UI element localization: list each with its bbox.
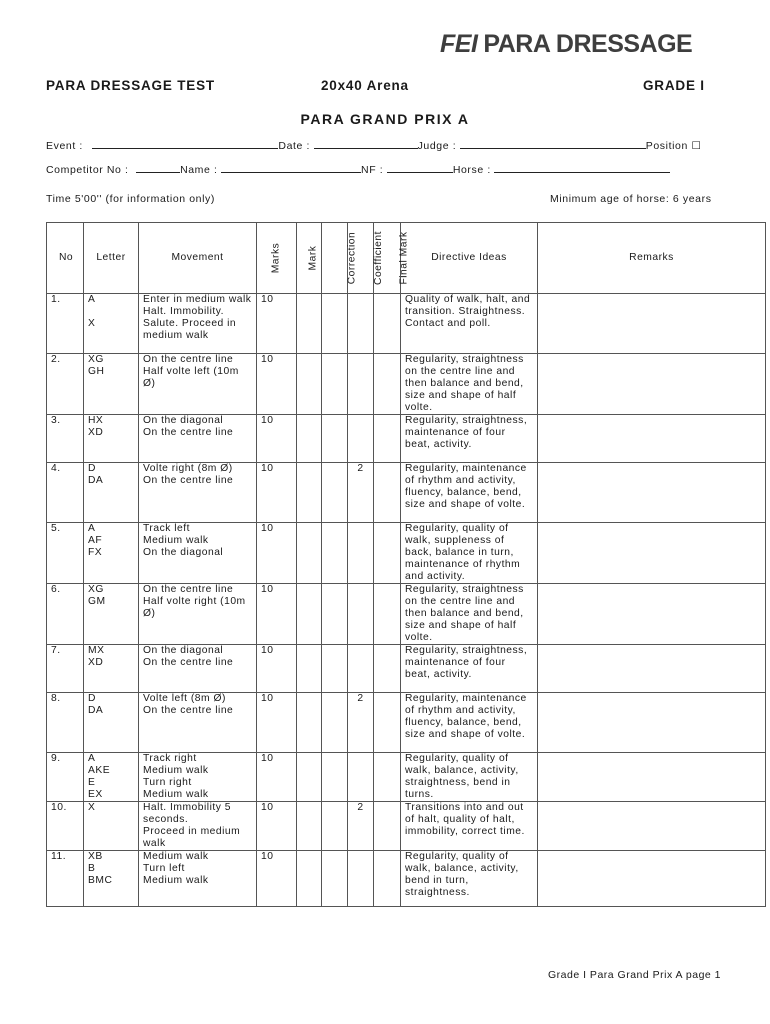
row-correction-input[interactable]	[322, 753, 348, 802]
event-label: Event :	[46, 140, 83, 152]
row-movement	[139, 463, 257, 523]
row-letter-text: XB B BMC	[88, 851, 113, 886]
row-mark-input[interactable]	[297, 584, 322, 645]
row-movement	[139, 415, 257, 463]
row-movement-text: Volte left (8m Ø) On the centre line	[143, 693, 234, 716]
col-no: No	[47, 223, 84, 294]
col-letter: Letter	[84, 223, 139, 294]
row-final-mark-input[interactable]	[374, 584, 401, 645]
row-directive-ideas-text: Quality of walk, halt, and transition. Straightness. Contact and poll.	[405, 294, 531, 329]
row-letter	[84, 753, 139, 802]
row-coefficient-text: 2	[357, 693, 364, 704]
table-row	[47, 645, 766, 693]
row-remarks-input[interactable]	[538, 523, 766, 584]
row-letter	[84, 523, 139, 584]
row-letter-text: HX XD	[88, 415, 104, 438]
row-movement-text: Track right Medium walk Turn right Medium walk	[143, 753, 209, 800]
row-marks	[257, 294, 297, 354]
row-no-text: 6.	[51, 584, 61, 595]
row-no	[47, 584, 84, 645]
row-coefficient	[348, 463, 374, 523]
horse-field[interactable]	[494, 163, 670, 173]
row-remarks-input[interactable]	[538, 463, 766, 523]
row-marks	[257, 693, 297, 753]
row-movement-text: Volte right (8m Ø) On the centre line	[143, 463, 234, 486]
row-letter-text: D DA	[88, 463, 104, 486]
row-no-text: 4.	[51, 463, 61, 474]
row-coefficient	[348, 802, 374, 851]
row-movement-text: On the diagonal On the centre line	[143, 415, 234, 438]
row-directive-ideas-text: Regularity, straightness, maintenance of four beat, activity.	[405, 645, 528, 680]
row-no-text: 2.	[51, 354, 61, 365]
row-directive-ideas	[401, 415, 538, 463]
row-letter-text: XG GH	[88, 354, 105, 377]
row-coefficient	[348, 753, 374, 802]
row-final-mark-input[interactable]	[374, 415, 401, 463]
row-movement	[139, 523, 257, 584]
row-letter-text: A AF FX	[88, 523, 103, 558]
row-no-text: 9.	[51, 753, 61, 764]
row-correction-input[interactable]	[322, 693, 348, 753]
row-directive-ideas	[401, 645, 538, 693]
row-letter	[84, 294, 139, 354]
row-mark-input[interactable]	[297, 354, 322, 415]
row-movement-text: On the centre line Half volte left (10m Ø)	[143, 354, 239, 389]
row-remarks-input[interactable]	[538, 645, 766, 693]
row-movement	[139, 645, 257, 693]
row-letter	[84, 693, 139, 753]
row-mark-input[interactable]	[297, 851, 322, 907]
col-remarks: Remarks	[538, 223, 766, 294]
row-letter	[84, 802, 139, 851]
row-marks-text: 10	[261, 294, 274, 305]
form-line-competitor	[46, 163, 670, 176]
row-marks-text: 10	[261, 693, 274, 704]
table-row	[47, 354, 766, 415]
table-row	[47, 851, 766, 907]
row-no-text: 8.	[51, 693, 61, 704]
table-row	[47, 294, 766, 354]
row-marks	[257, 753, 297, 802]
row-correction-input[interactable]	[322, 354, 348, 415]
row-letter-text: MX XD	[88, 645, 105, 668]
row-no-text: 1.	[51, 294, 61, 305]
row-remarks-input[interactable]	[538, 415, 766, 463]
logo-title: PARA DRESSAGE	[483, 30, 693, 58]
row-no	[47, 802, 84, 851]
row-coefficient	[348, 693, 374, 753]
row-final-mark-input[interactable]	[374, 294, 401, 354]
row-letter-text: XG GM	[88, 584, 106, 607]
col-correction: Correction	[346, 231, 358, 285]
row-remarks-input[interactable]	[538, 354, 766, 415]
row-no	[47, 463, 84, 523]
row-letter-text: X	[88, 802, 96, 813]
row-movement	[139, 753, 257, 802]
row-movement	[139, 294, 257, 354]
arena-label: 20x40 Arena	[321, 78, 409, 93]
date-label: Date :	[278, 140, 311, 152]
fei-logo-mark: FEI	[440, 30, 478, 58]
row-directive-ideas	[401, 354, 538, 415]
table-row	[47, 415, 766, 463]
row-no	[47, 753, 84, 802]
row-marks-text: 10	[261, 584, 274, 595]
row-coefficient-text: 2	[357, 802, 364, 813]
row-final-mark-input[interactable]	[374, 523, 401, 584]
row-directive-ideas-text: Regularity, quality of walk, balance, activity, bend in turn, straightness.	[405, 851, 519, 898]
grade-label: GRADE I	[643, 78, 705, 93]
table-row	[47, 693, 766, 753]
row-coefficient	[348, 584, 374, 645]
test-label: PARA DRESSAGE TEST	[46, 78, 215, 93]
nf-field[interactable]	[387, 163, 453, 173]
row-directive-ideas-text: Regularity, straightness on the centre line and then balance and bend, size and shape of half volte.	[405, 584, 524, 643]
row-movement	[139, 354, 257, 415]
row-marks	[257, 584, 297, 645]
table-row	[47, 802, 766, 851]
row-marks-text: 10	[261, 415, 274, 426]
row-no	[47, 851, 84, 907]
col-mark: Mark	[307, 245, 319, 271]
row-coefficient	[348, 645, 374, 693]
row-directive-ideas-text: Regularity, maintenance of rhythm and activity, fluency, balance, bend, size and shape of volte.	[405, 463, 527, 510]
row-directive-ideas-text: Regularity, maintenance of rhythm and activity, fluency, balance, bend, size and shape of volte.	[405, 693, 527, 740]
row-correction-input[interactable]	[322, 802, 348, 851]
col-movement: Movement	[139, 223, 257, 294]
row-coefficient	[348, 415, 374, 463]
row-letter-text: A X	[88, 294, 96, 329]
table-row	[47, 753, 766, 802]
row-correction-input[interactable]	[322, 584, 348, 645]
row-directive-ideas-text: Regularity, quality of walk, suppleness of back, balance in turn, maintenance of rhythm and activity.	[405, 523, 521, 582]
row-remarks-input[interactable]	[538, 294, 766, 354]
row-directive-ideas-text: Transitions into and out of halt, quality of halt, immobility, correct time.	[405, 802, 525, 837]
row-final-mark-input[interactable]	[374, 645, 401, 693]
row-letter-text: D DA	[88, 693, 104, 716]
row-final-mark-input[interactable]	[374, 753, 401, 802]
row-movement-text: Track left Medium walk On the diagonal	[143, 523, 224, 558]
row-coefficient	[348, 354, 374, 415]
row-remarks-input[interactable]	[538, 584, 766, 645]
time-note: Time 5'00'' (for information only)	[46, 193, 215, 205]
row-marks	[257, 851, 297, 907]
row-no	[47, 523, 84, 584]
page-title: PARA GRAND PRIX A	[300, 111, 470, 127]
row-no-text: 10.	[51, 802, 67, 813]
row-marks-text: 10	[261, 645, 274, 656]
row-marks-text: 10	[261, 851, 274, 862]
row-mark-input[interactable]	[297, 523, 322, 584]
row-directive-ideas	[401, 802, 538, 851]
row-coefficient	[348, 523, 374, 584]
row-correction-input[interactable]	[322, 645, 348, 693]
row-movement-text: On the diagonal On the centre line	[143, 645, 234, 668]
row-remarks-input[interactable]	[538, 851, 766, 907]
row-mark-input[interactable]	[297, 645, 322, 693]
row-letter	[84, 463, 139, 523]
row-directive-ideas	[401, 294, 538, 354]
row-movement-text: On the centre line Half volte right (10m Ø)	[143, 584, 246, 619]
row-remarks-input[interactable]	[538, 753, 766, 802]
name-field[interactable]	[221, 163, 361, 173]
row-correction-input[interactable]	[322, 294, 348, 354]
horse-label: Horse :	[452, 164, 491, 176]
row-directive-ideas-text: Regularity, quality of walk, balance, activity, straightness, bend in turns.	[405, 753, 519, 800]
row-movement	[139, 802, 257, 851]
row-directive-ideas	[401, 584, 538, 645]
row-letter	[84, 584, 139, 645]
row-marks-text: 10	[261, 354, 274, 365]
row-directive-ideas	[401, 463, 538, 523]
row-correction-input[interactable]	[322, 523, 348, 584]
row-coefficient-text: 2	[357, 463, 364, 474]
row-mark-input[interactable]	[297, 463, 322, 523]
fei-para-dressage-logo	[440, 30, 740, 60]
row-movement	[139, 851, 257, 907]
row-final-mark-input[interactable]	[374, 802, 401, 851]
date-field[interactable]	[314, 139, 418, 149]
row-no-text: 11.	[51, 851, 67, 862]
row-directive-ideas	[401, 753, 538, 802]
row-directive-ideas-text: Regularity, straightness, maintenance of four beat, activity.	[405, 415, 528, 450]
row-directive-ideas-text: Regularity, straightness on the centre line and then balance and bend, size and shape of half volte.	[405, 354, 524, 413]
form-line-event	[46, 139, 701, 152]
row-final-mark-input[interactable]	[374, 693, 401, 753]
col-final-mark: Final Mark	[398, 231, 410, 285]
row-no	[47, 354, 84, 415]
row-coefficient	[348, 294, 374, 354]
event-field[interactable]	[92, 139, 278, 149]
row-movement-text: Medium walk Turn left Medium walk	[143, 851, 209, 886]
row-marks-text: 10	[261, 802, 274, 813]
row-correction-input[interactable]	[322, 851, 348, 907]
row-remarks-input[interactable]	[538, 802, 766, 851]
row-final-mark-input[interactable]	[374, 354, 401, 415]
row-no-text: 5.	[51, 523, 61, 534]
row-marks	[257, 415, 297, 463]
row-mark-input[interactable]	[297, 294, 322, 354]
row-directive-ideas	[401, 523, 538, 584]
row-final-mark-input[interactable]	[374, 851, 401, 907]
row-movement-text: Halt. Immobility 5 seconds. Proceed in medium walk	[143, 802, 241, 849]
row-marks-text: 10	[261, 523, 274, 534]
table-row	[47, 584, 766, 645]
table-row	[47, 523, 766, 584]
row-remarks-input[interactable]	[538, 693, 766, 753]
row-coefficient	[348, 851, 374, 907]
name-label: Name :	[180, 164, 218, 176]
row-directive-ideas	[401, 851, 538, 907]
row-letter	[84, 415, 139, 463]
row-marks	[257, 802, 297, 851]
row-mark-input[interactable]	[297, 693, 322, 753]
col-marks: Marks	[270, 242, 282, 274]
row-movement	[139, 584, 257, 645]
row-marks-text: 10	[261, 463, 274, 474]
row-movement-text: Enter in medium walk Halt. Immobility. Salute. Proceed in medium walk	[143, 294, 252, 341]
col-directive-ideas: Directive Ideas	[401, 223, 538, 294]
row-letter	[84, 645, 139, 693]
row-letter	[84, 851, 139, 907]
row-movement	[139, 693, 257, 753]
position-checkbox[interactable]: ☐	[691, 140, 702, 152]
row-mark-input[interactable]	[297, 753, 322, 802]
nf-label: NF :	[361, 164, 384, 176]
row-letter	[84, 354, 139, 415]
scoring-table	[46, 222, 766, 907]
competitor-no-label: Competitor No :	[46, 164, 129, 176]
row-no	[47, 294, 84, 354]
competitor-no-field[interactable]	[136, 163, 180, 173]
table-row	[47, 463, 766, 523]
row-marks	[257, 463, 297, 523]
page-footer: Grade I Para Grand Prix A page 1	[548, 969, 722, 981]
row-marks	[257, 523, 297, 584]
row-correction-input[interactable]	[322, 463, 348, 523]
row-marks	[257, 645, 297, 693]
row-marks-text: 10	[261, 753, 274, 764]
row-directive-ideas	[401, 693, 538, 753]
row-no-text: 7.	[51, 645, 61, 656]
col-coefficient: Coefficient	[372, 231, 384, 285]
judge-label: Judge :	[417, 140, 457, 152]
row-correction-input[interactable]	[322, 415, 348, 463]
row-mark-input[interactable]	[297, 415, 322, 463]
min-age-note: Minimum age of horse: 6 years	[550, 193, 712, 205]
table-body	[47, 294, 766, 907]
row-mark-input[interactable]	[297, 802, 322, 851]
row-no	[47, 645, 84, 693]
table-header-row	[47, 223, 766, 294]
row-letter-text: A AKE E EX	[88, 753, 111, 800]
position-label: Position	[645, 140, 688, 152]
row-no	[47, 415, 84, 463]
row-final-mark-input[interactable]	[374, 463, 401, 523]
row-no-text: 3.	[51, 415, 61, 426]
judge-field[interactable]	[460, 139, 646, 149]
row-marks	[257, 354, 297, 415]
row-no	[47, 693, 84, 753]
